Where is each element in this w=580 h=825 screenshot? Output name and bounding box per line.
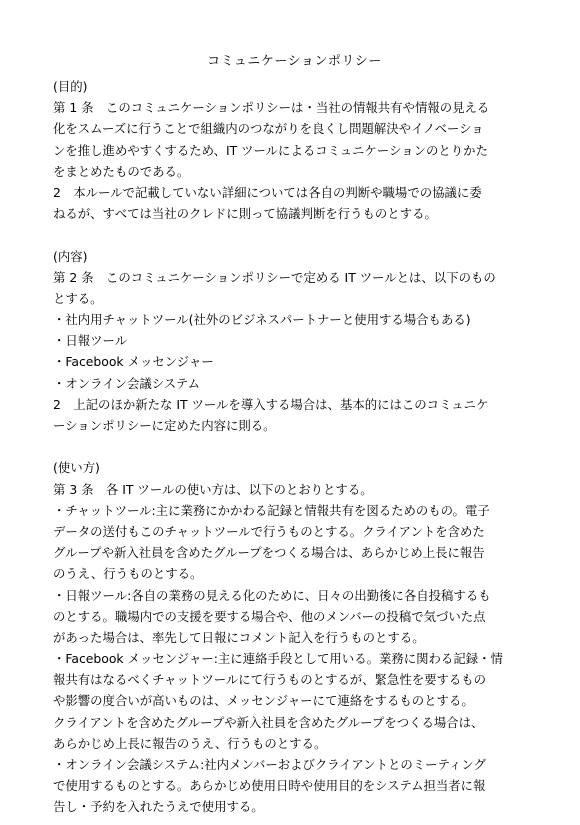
paragraph-line: 化をスムーズに行うことで組織内のつながりを良くし問題解決やイノベーショ bbox=[53, 121, 484, 137]
paragraph-line: 2 上記のほか新たな IT ツールを導入する場合は、基本的にはこのコミュニケ bbox=[53, 396, 489, 412]
section-heading: (目的) bbox=[53, 79, 88, 94]
paragraph-line: 第 3 条 各 IT ツールの使い方は、以下のとおりとする。 bbox=[53, 481, 373, 497]
section-content bbox=[53, 246, 532, 437]
paragraph-line: ねるが、すべては当社のクレドに則って協議判断を行うものとする。 bbox=[53, 206, 437, 222]
paragraph-line: ーションポリシーに定めた内容に則る。 bbox=[53, 418, 276, 433]
list-item: ・Facebook メッセンジャー bbox=[53, 354, 214, 370]
paragraph-line: のとする。職場内での支援を要する場合や、他のメンバーの投稿で気づいた点 bbox=[53, 608, 486, 624]
paragraph-line: 第 2 条 このコミュニケーションポリシーで定める IT ツールとは、以下のもの bbox=[53, 269, 496, 285]
paragraph-line: グループや新入社員を含めたグループをつくる場合は、あらかじめ上長に報告 bbox=[53, 545, 485, 561]
section-heading: (内容) bbox=[53, 248, 88, 264]
paragraph-line: 告し・予約を入れたうえで使用する。 bbox=[53, 799, 264, 815]
list-item: ・社内用チャットツール(社外のビジネスパートナーと使用する場合もある) bbox=[53, 312, 471, 328]
paragraph-line: や影響の度合いが高いものは、メッセンジャーにて連絡をするものとする。 bbox=[53, 693, 474, 709]
list-item: ・Facebook メッセンジャー:主に連絡手段として用いる。業務に関わる記録・情 bbox=[53, 651, 503, 667]
paragraph-line: があった場合は、率先して日報にコメント記入を行うものとする。 bbox=[53, 629, 425, 645]
paragraph-line: 2 本ルールで記載していない詳細については各自の判断や職場での協議に委 bbox=[53, 184, 482, 200]
paragraph-line: クライアントを含めたグループや新入社員を含めたグループをつくる場合は、 bbox=[53, 714, 484, 730]
paragraph-line: データの送付もこのチャットツールで行うものとする。クライアントを含めた bbox=[53, 523, 485, 539]
list-item: ・日報ツール:各自の業務の見える化のために、日々の出勤後に各自投稿するも bbox=[53, 587, 491, 603]
list-item: ・オンライン会議システム:社内メンバーおよびクライアントとのミーティング bbox=[53, 757, 486, 772]
list-item: ・日報ツール bbox=[53, 333, 128, 349]
section-purpose bbox=[53, 76, 532, 224]
paragraph-line: で使用するものとする。あらかじめ使用日時や使用目的をシステム担当者に報 bbox=[53, 778, 486, 794]
document-title: コミュニケーションポリシー bbox=[207, 54, 382, 69]
paragraph-line: 第 1 条 このコミュニケーションポリシーは・当社の情報共有や情報の見える bbox=[53, 100, 490, 116]
paragraph-line: のうえ、行うものとする。 bbox=[53, 566, 203, 582]
paragraph-line: あらかじめ上長に報告のうえ、行うものとする。 bbox=[53, 735, 327, 751]
section-spacer bbox=[53, 436, 532, 457]
list-item: ・オンライン会議システム bbox=[53, 375, 201, 391]
paragraph-line: とする。 bbox=[53, 290, 103, 306]
section-spacer bbox=[53, 224, 532, 245]
paragraph-line: をまとめたものである。 bbox=[53, 163, 190, 179]
section-heading: (使い方) bbox=[53, 460, 100, 476]
section-usage bbox=[53, 457, 532, 817]
paragraph-line: ンを推し進めやすくするため、IT ツールによるコミュニケーションのとりかた bbox=[53, 142, 488, 158]
list-item: ・チャットツール:主に業務にかかわる記録と情報共有を図るためのもの。電子 bbox=[53, 502, 490, 518]
paragraph-line: 報共有はなるべくチャットツールにて行うものとするが、緊急性を要するもの bbox=[53, 672, 487, 688]
